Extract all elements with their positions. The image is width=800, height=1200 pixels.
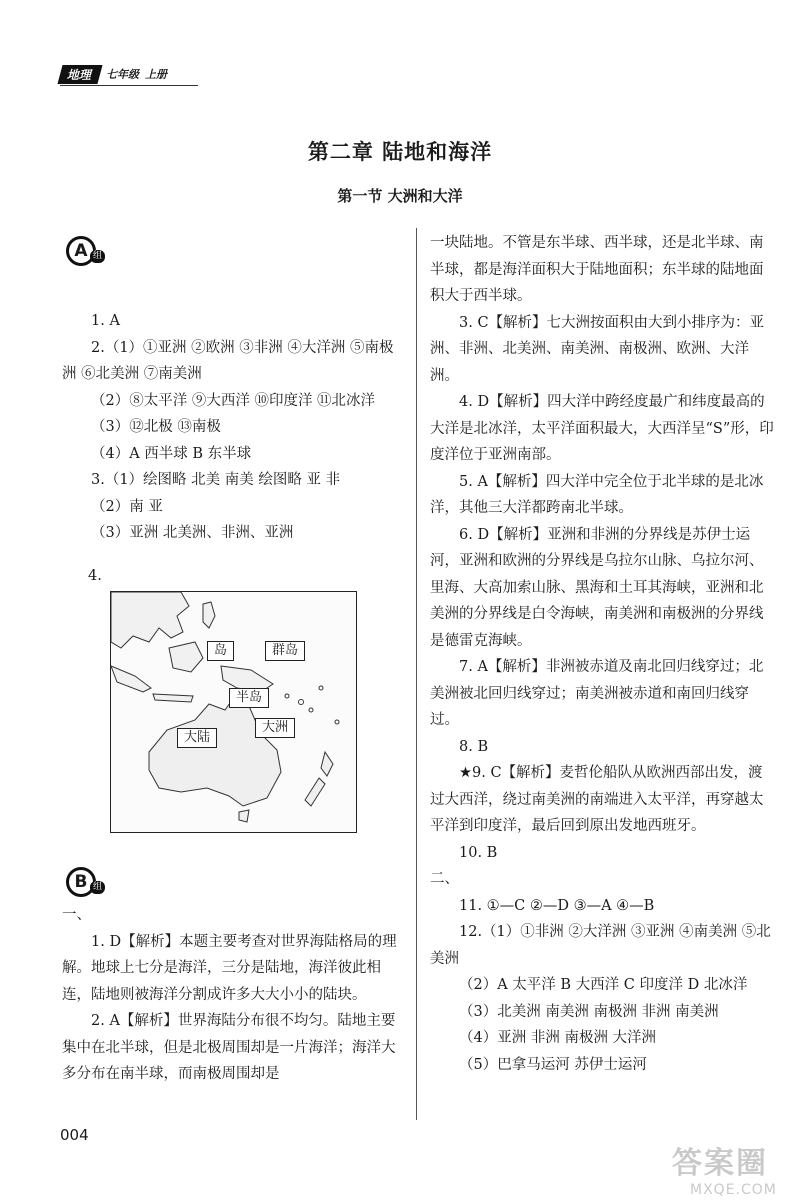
answer-paragraph: 6. D【解析】亚洲和非洲的分界线是苏伊士运河，亚洲和欧洲的分界线是乌拉尔山脉、乌拉尔河、里海、大高加索山脉、黑海和土耳其海峡，亚洲和北美洲的分界线是白令海峡，南美洲和南极洲的分界线是德雷克海峡。: [430, 526, 764, 649]
watermark: [672, 1138, 777, 1198]
watermark-logo-text: 答案圈: [672, 1146, 768, 1181]
answer-paragraph: 1. D【解析】本题主要考查对世界海陆格局的理解。地球上七分是海洋，三分是陆地，海洋彼此相连，陆地则被海洋分割成许多大大小小的陆块。: [62, 933, 397, 1003]
chapter-title: 第二章 陆地和海洋: [307, 140, 493, 164]
answer-line: 1. A: [91, 313, 120, 329]
group-a-answers: [62, 308, 407, 547]
answer-line: 2.（1）①亚洲 ②欧洲 ③非洲 ④大洋洲 ⑤南极洲 ⑥北美洲 ⑦南美洲: [62, 339, 394, 382]
answer-paragraph: 3. C【解析】七大洲按面积由大到小排序为：亚洲、非洲、北美洲、南美洲、南极洲、欧洲、大洋洲。: [430, 314, 765, 384]
grade-label: 七年级: [106, 68, 140, 81]
question-4-label: 4.: [88, 568, 102, 584]
answer-paragraph: 5. A【解析】四大洋中完全位于北半球的是北冰洋，其他三大洋都跨南北半球。: [430, 473, 764, 516]
group-a-badge: [66, 236, 110, 266]
answer-line: （2）南 亚: [91, 498, 163, 515]
answer-line: （4）A 西半球 B 东半球: [91, 445, 252, 462]
group-a-tag: 组: [90, 250, 105, 263]
answer-line: （4）亚洲 非洲 南极洲 大洋洲: [459, 1030, 657, 1046]
answer-line: 11. ①—C ②—D ③—A ④—B: [459, 897, 655, 914]
answer-line: （5）巴拿马运河 苏伊士运河: [459, 1056, 647, 1073]
group-b-letter: B: [66, 867, 96, 897]
answer-line: 3.（1）绘图略 北美 南美 绘图略 亚 非: [91, 472, 341, 488]
watermark-url: MXQE.COM: [690, 1182, 777, 1198]
answer-paragraph: 2. A【解析】世界海陆分布很不均匀。陆地主要集中在北半球，但是北极周围却是一片海洋；海洋大多分布在南半球，而南极周围却是: [62, 1013, 396, 1082]
book-header: [60, 66, 167, 82]
section-title: 第一节 大洲和大洋: [337, 187, 463, 205]
answer-line: 12.（1）①非洲 ②大洋洲 ③亚洲 ④南美洲 ⑤北美洲: [430, 924, 771, 967]
group-b-answers-left: [62, 902, 407, 1088]
volume-label: 上册: [145, 68, 168, 81]
map-label-peninsula: 半岛: [229, 688, 269, 708]
map-label-mainland: 大陆: [177, 728, 217, 748]
answer-paragraph: 10. B: [459, 844, 498, 861]
answer-paragraph: 8. B: [459, 738, 489, 755]
answer-line: （3）⑫北极 ⑬南极: [91, 419, 221, 435]
answer-line: （2）A 太平洋 B 大西洋 C 印度洋 D 北冰洋: [459, 977, 748, 993]
map-label-island: 岛: [207, 641, 234, 661]
map-label-continent: 大洲: [255, 718, 295, 738]
answer-paragraph: 4. D【解析】四大洋中跨经度最广和纬度最高的大洋是北冰洋，太平洋面积最大，大西洋呈“S”形，印度洋位于亚洲南部。: [430, 394, 774, 463]
continuation-paragraph: 一块陆地。不管是东半球、西半球，还是北半球、南半球，都是海洋面积大于陆地面积；东半球的陆地面积大于西半球。: [430, 235, 764, 304]
answer-paragraph: 7. A【解析】非洲被赤道及南北回归线穿过；北美洲被北回归线穿过；南美洲被赤道和南回归线穿过。: [430, 659, 764, 728]
answer-line: （3）北美洲 南美洲 南极洲 非洲 南美洲: [459, 1003, 719, 1020]
map-drawing: [111, 592, 356, 832]
map-label-archipelago: 群岛: [265, 641, 305, 661]
subject-tag: 地理: [57, 65, 102, 84]
group-b-tag: 组: [90, 881, 105, 894]
answer-line: （2）⑧太平洋 ⑨大西洋 ⑩印度洋 ⑪北冰洋: [91, 392, 376, 409]
answer-paragraph: ★9. C【解析】麦哲伦船队从欧洲西部出发，渡过大西洋，绕过南美洲的南端进入太平洋，再穿越太平洋到印度洋，最后回到原出发地西班牙。: [430, 765, 764, 834]
column-divider: [416, 228, 417, 1120]
group-a-letter: A: [66, 236, 96, 266]
header-rule: [60, 85, 198, 86]
oceania-map: [110, 591, 357, 833]
group-b-badge: [66, 867, 110, 897]
right-column-answers: [430, 230, 775, 1078]
page-number: 004: [60, 1126, 89, 1144]
answer-line: （3）亚洲 北美洲、非洲、亚洲: [91, 525, 294, 541]
section-one-marker: 一、: [62, 907, 91, 923]
section-two-marker: 二、: [430, 871, 459, 887]
